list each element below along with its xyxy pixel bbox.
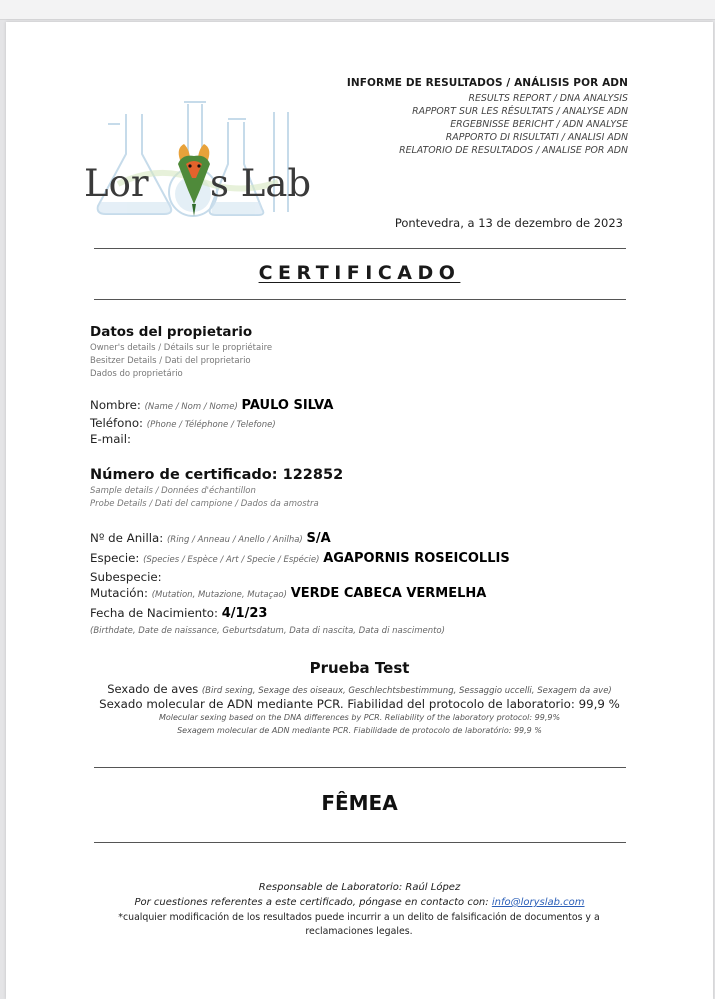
mutation-label: Mutación:	[90, 586, 148, 600]
certificate-section-sub: Probe Details / Dati del campione / Dados da amostra	[90, 499, 319, 509]
birthdate-value: 4/1/23	[221, 606, 268, 621]
species-label: Especie:	[90, 551, 140, 565]
owner-section-sub: Besitzer Details / Dati del proprietario	[90, 356, 251, 366]
legal-note: *cualquier modificación de los resultados puede incurrir a un delito de falsificación de documentos y a reclamaciones legales.	[118, 912, 600, 937]
email-label: E-mail:	[90, 432, 131, 446]
divider	[94, 299, 626, 300]
certificate-section	[90, 467, 343, 511]
owner-email-row	[90, 432, 131, 446]
birthdate-label: Fecha de Nacimiento:	[90, 606, 218, 620]
subspecies-row	[90, 570, 162, 584]
birthdate-translations: (Birthdate, Date de naissance, Geburtsdatum, Data di nascita, Data di nascimento)	[90, 626, 445, 636]
owner-phone-row	[90, 416, 276, 430]
bird-sexing-label: Sexado de aves	[107, 682, 199, 696]
mutation-value: VERDE CABECA VERMELHA	[290, 586, 487, 601]
contact-email-link[interactable]: info@loryslab.com	[491, 897, 585, 908]
divider	[94, 248, 626, 249]
species-value: AGAPORNIS ROSEICOLLIS	[323, 551, 510, 566]
certificate-page	[6, 22, 713, 999]
owner-section	[90, 324, 272, 381]
mutation-row	[90, 586, 486, 601]
certificate-title: CERTIFICADO	[258, 262, 461, 284]
ring-row	[90, 531, 331, 546]
report-title-en: RESULTS REPORT / DNA ANALYSIS	[468, 93, 628, 104]
birthdate-row	[90, 606, 267, 621]
svg-text:Lor: Lor	[84, 162, 149, 205]
divider	[94, 842, 626, 843]
report-title-pt: RELATORIO DE RESULTADOS / ANALISE POR ADN	[399, 145, 628, 156]
owner-name-row	[90, 398, 333, 413]
issue-date: Pontevedra, a 13 de dezembro de 2023	[394, 216, 623, 230]
contact-text: Por cuestiones referentes a este certificado, póngase en contacto con:	[134, 897, 492, 908]
bird-sexing-translations: (Bird sexing, Sexage des oiseaux, Geschlechtsbestimmung, Sessaggio uccelli, Sexagem da ave)	[201, 686, 612, 696]
svg-text:s Lab: s Lab	[210, 162, 312, 205]
owner-section-sub: Owner's details / Détails sur le propriétaire	[90, 343, 273, 353]
owner-name: PAULO SILVA	[241, 398, 334, 413]
lorys-lab-logo	[78, 94, 318, 224]
name-translations: (Name / Nom / Nome)	[144, 402, 238, 412]
owner-section-sub: Dados do proprietário	[90, 369, 183, 379]
bird-sexing-row	[6, 682, 713, 696]
report-title-it: RAPPORTO DI RISULTATI / ANALISI ADN	[445, 132, 628, 143]
report-header	[347, 77, 628, 157]
test-title: Prueba Test	[309, 659, 410, 677]
species-row	[90, 551, 510, 566]
pcr-method: Sexado molecular de ADN mediante PCR. Fiabilidad del protocolo de laboratorio: 99,9 %	[99, 697, 620, 711]
viewer-top-bar	[0, 0, 715, 20]
phone-label: Teléfono:	[90, 416, 144, 430]
divider	[94, 767, 626, 768]
sex-result: FÊMEA	[321, 791, 398, 815]
pcr-method-pt: Sexagem molecular de ADN mediante PCR. Fiabilidade de protocolo de laboratório: 99,9 %	[177, 726, 542, 735]
name-label: Nombre:	[90, 398, 141, 412]
pcr-method-en: Molecular sexing based on the DNA differences by PCR. Reliability of the laboratory protocol: 99,9%	[158, 713, 561, 722]
lab-responsible: Responsable de Laboratorio: Raúl López	[258, 882, 461, 893]
mutation-translations: (Mutation, Mutazione, Mutaçao)	[151, 590, 287, 600]
report-title-fr: RAPPORT SUR LES RÉSULTATS / ANALYSE ADN	[412, 106, 628, 117]
ring-value: S/A	[306, 531, 331, 546]
report-title: INFORME DE RESULTADOS / ANÁLISIS POR ADN	[346, 77, 628, 89]
subspecies-label: Subespecie:	[90, 570, 162, 584]
phone-translations: (Phone / Téléphone / Telefone)	[146, 420, 276, 430]
report-title-de: ERGEBNISSE BERICHT / ADN ANALYSE	[450, 119, 628, 130]
contact-line	[6, 896, 713, 910]
certificate-section-sub: Sample details / Données d'échantillon	[90, 486, 256, 496]
owner-section-title: Datos del propietario	[90, 324, 253, 340]
ring-translations: (Ring / Anneau / Anello / Anilha)	[166, 535, 303, 545]
species-translations: (Species / Espèce / Art / Specie / Espécie)	[143, 555, 320, 565]
certificate-number: Número de certificado: 122852	[90, 467, 344, 483]
ring-label: Nº de Anilla:	[90, 531, 164, 545]
